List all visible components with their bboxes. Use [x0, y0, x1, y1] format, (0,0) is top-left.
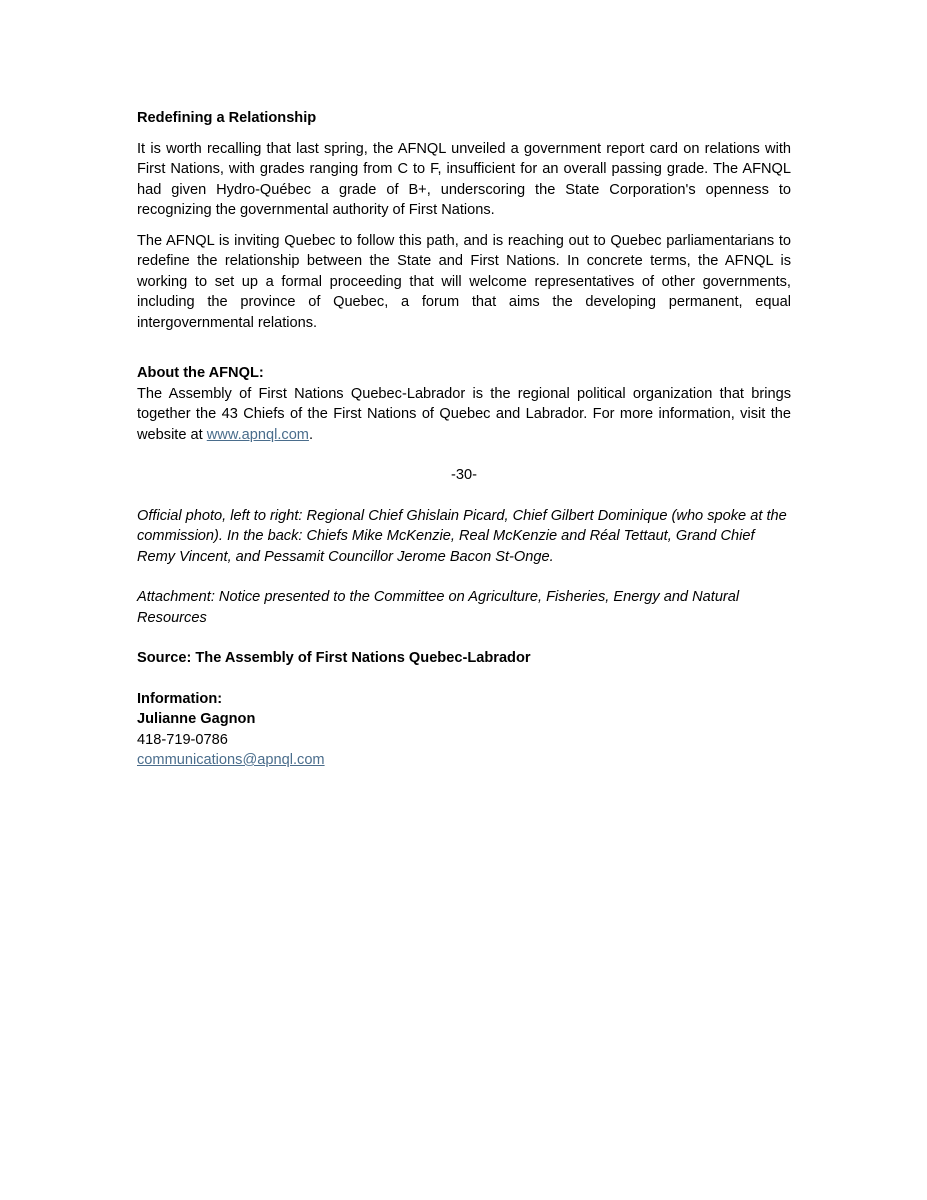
photo-caption: Official photo, left to right: Regional Chief Ghislain Picard, Chief Gilbert Dominique (who spoke at the commission). In the back: Chiefs Mike McKenzie, Real McKenzie and Réal Tettaut, Grand Chief Remy Vincent, and Pessamit Councillor Jerome Bacon St-Onge. — [137, 507, 787, 565]
end-mark: -30- — [451, 467, 477, 483]
about-heading: About the AFNQL: — [137, 365, 264, 381]
contact-name: Julianne Gagnon — [137, 711, 256, 727]
document-page — [137, 108, 791, 771]
website-link[interactable]: www.apnql.com — [206, 426, 309, 443]
section-heading: Redefining a Relationship — [137, 110, 317, 126]
about-trail: . — [308, 426, 314, 443]
report-card-paragraph: It is worth recalling that last spring, the AFNQL unveiled a government report card on relations with First Nations, with grades ranging from C to F, insufficient for an overall passing grade. The AFNQL had given Hydro-Québec a grade of B+, underscoring the State Corporation's openness to recognizing the governmental authority of First Nations. — [137, 140, 791, 218]
contact-email-link[interactable]: communications@apnql.com — [137, 752, 325, 768]
contact-label: Information: — [137, 690, 223, 707]
attachment-note: Attachment: Notice presented to the Committee on Agriculture, Fisheries, Energy and Natural Resources — [137, 589, 740, 626]
about-text: The Assembly of First Nations Quebec-Labrador is the regional political organization that brings together the 43 Chiefs of the First Nations of Quebec and Labrador. For more information, visit the website at — [137, 385, 791, 443]
invitation-paragraph: The AFNQL is inviting Quebec to follow this path, and is reaching out to Quebec parliamentarians to redefine the relationship between the State and First Nations. In concrete terms, the AFNQL is working to set up a formal proceeding that will welcome representatives of other governments, including the province of Quebec, a forum that aims the developing permanent, equal intergovernmental relations. — [137, 232, 791, 331]
contact-phone: 418-719-0786 — [137, 731, 228, 748]
source-line: Source: The Assembly of First Nations Quebec-Labrador — [137, 650, 531, 666]
about-paragraph — [137, 384, 791, 446]
